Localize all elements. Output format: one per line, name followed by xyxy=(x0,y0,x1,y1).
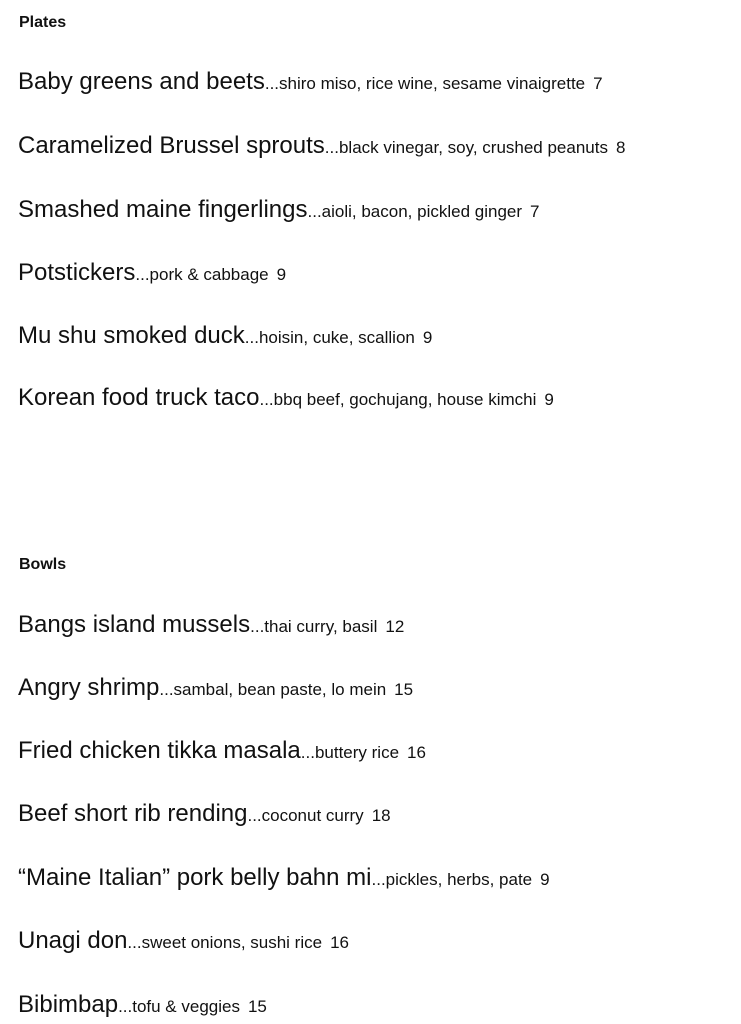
item-price: 18 xyxy=(371,806,391,825)
item-price: 15 xyxy=(247,997,267,1016)
item-price: 12 xyxy=(385,617,405,636)
item-description: ...sambal, bean paste, lo mein xyxy=(159,680,387,699)
menu-item xyxy=(18,386,554,410)
menu-item xyxy=(18,261,286,285)
item-price: 9 xyxy=(422,328,433,347)
item-name: “Maine Italian” pork belly bahn mi xyxy=(18,864,372,891)
item-description: ...sweet onions, sushi rice xyxy=(127,933,323,952)
item-price: 9 xyxy=(276,265,287,284)
item-name: Mu shu smoked duck xyxy=(18,322,245,349)
item-name: Caramelized Brussel sprouts xyxy=(18,132,325,159)
bowls-heading: Bowls xyxy=(19,556,67,573)
menu-item xyxy=(18,324,432,348)
item-price: 15 xyxy=(394,680,414,699)
item-price: 8 xyxy=(615,138,626,157)
item-description: ...coconut curry xyxy=(247,806,364,825)
menu-item xyxy=(18,866,550,890)
menu-item xyxy=(18,134,625,158)
item-description: ...bbq beef, gochujang, house kimchi xyxy=(259,390,537,409)
item-description: ...hoisin, cuke, scallion xyxy=(244,328,415,347)
item-description: ...pork & cabbage xyxy=(135,265,269,284)
item-price: 16 xyxy=(407,743,426,762)
item-price: 7 xyxy=(593,74,603,93)
menu-item xyxy=(18,802,391,826)
menu-item xyxy=(18,739,426,763)
item-price: 9 xyxy=(540,870,550,889)
menu-item xyxy=(18,993,267,1017)
item-name: Baby greens and beets xyxy=(18,68,265,95)
item-description: ...aioli, bacon, pickled ginger xyxy=(307,202,523,221)
item-name: Angry shrimp xyxy=(18,674,160,701)
item-name: Fried chicken tikka masala xyxy=(18,737,301,764)
menu-item xyxy=(18,198,540,222)
menu-item xyxy=(18,929,349,953)
item-description: ...tofu & veggies xyxy=(118,997,240,1016)
menu-item xyxy=(18,70,603,94)
item-price: 7 xyxy=(530,202,540,221)
plates-heading: Plates xyxy=(19,14,67,31)
item-price: 9 xyxy=(544,390,554,409)
item-name: Unagi don xyxy=(18,927,128,954)
item-description: ...shiro miso, rice wine, sesame vinaigrette xyxy=(264,74,586,93)
item-name: Bangs island mussels xyxy=(18,611,251,638)
item-name: Bibimbap xyxy=(18,991,119,1018)
item-name: Smashed maine fingerlings xyxy=(18,196,308,223)
item-price: 16 xyxy=(330,933,349,952)
item-name: Potstickers xyxy=(18,259,136,286)
item-description: ...thai curry, basil xyxy=(250,617,378,636)
item-name: Beef short rib rending xyxy=(18,800,248,827)
item-name: Korean food truck taco xyxy=(18,384,260,411)
item-description: ...pickles, herbs, pate xyxy=(371,870,533,889)
item-description: ...black vinegar, soy, crushed peanuts xyxy=(324,138,608,157)
item-description: ...buttery rice xyxy=(300,743,400,762)
menu-item xyxy=(18,676,413,700)
menu-item xyxy=(18,613,404,637)
